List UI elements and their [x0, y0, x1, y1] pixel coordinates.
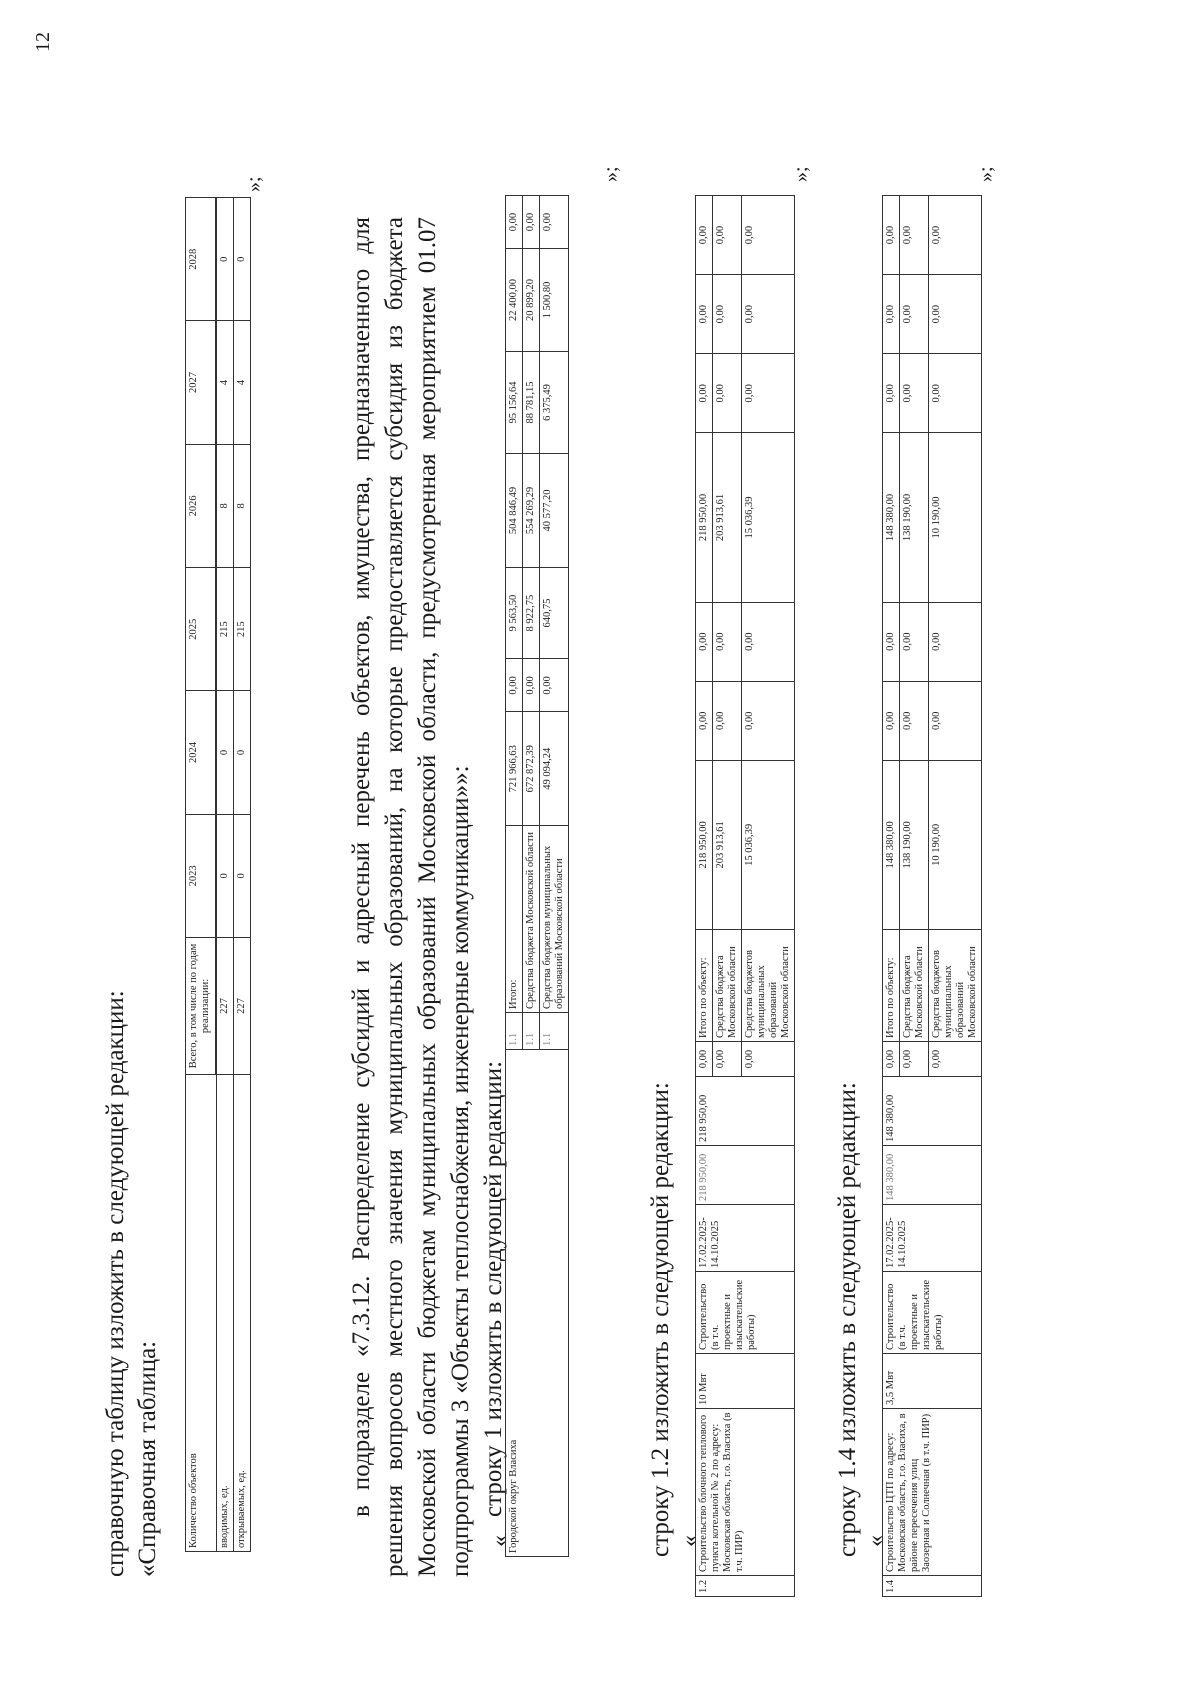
value-cell: 9 563,50 [506, 567, 523, 659]
value-cell: 554 269,29 [523, 454, 540, 568]
value-cell: 148 380,00 [883, 433, 900, 602]
row-number: 1.4 [883, 1576, 982, 1597]
value-cell: 0,00 [523, 196, 540, 249]
table-row-1 [505, 195, 569, 1557]
row12-close: »; [790, 166, 812, 182]
ref-cell: 215 [234, 568, 251, 691]
value-cell: 0,00 [883, 196, 900, 275]
paid-cell: 0,00 [883, 1042, 900, 1077]
paragraph-text: в подразделе «7.3.12. Распределение субсидий и адресный перечень объектов, имущества, предназначенного для решения вопросов местного значения муниципальных образований, на которые предоставляется субсидия из бюджета Московской области бюджетам муниципальных образований Московской области, предусмотренная мероприятием 01.07 подпрограммы 3 «Объекты теплоснабжения, инженерные коммуникации»»: [348, 217, 474, 1577]
value-cell: 0,00 [713, 602, 742, 681]
table-row [506, 196, 523, 1557]
sub-row-name: Итого по объекту: [883, 930, 900, 1042]
value-cell: 22 400,00 [506, 249, 523, 352]
open-quote: « [863, 1535, 889, 1547]
value-cell: 138 190,00 [900, 433, 929, 602]
table1-close: »; [600, 166, 622, 182]
ref-table-close: »; [243, 176, 265, 192]
value-cell: 10 190,00 [929, 760, 982, 929]
row14-close: »; [975, 166, 997, 182]
value-cell: 0,00 [696, 681, 713, 760]
value-cell: 0,00 [506, 659, 523, 712]
section-paragraph [345, 217, 510, 1577]
cost-cell: 148 380,00 [883, 1146, 982, 1205]
work-type: Строительство (в т.ч. проектные и изыскательские работы) [696, 1272, 795, 1354]
value-cell: 0,00 [929, 602, 982, 681]
ref-year-header: 2028 [186, 198, 216, 321]
value-cell: 0,00 [929, 275, 982, 354]
value-cell: 0,00 [696, 196, 713, 275]
value-cell: 0,00 [506, 196, 523, 249]
value-cell: 1 500,80 [540, 249, 569, 352]
cost-cell: 218 950,00 [696, 1077, 795, 1146]
value-cell: 0,00 [713, 196, 742, 275]
object-name: Строительство ЦТП по адресу: Московская область, г.о. Власиха, в районе пересечения улиц Заозерная и Солнечная (в т.ч. ПИР) [883, 1409, 982, 1576]
value-cell: 203 913,61 [713, 433, 742, 602]
ref-caption: Количество объектов [186, 1075, 217, 1552]
object-name: Строительство блочного теплового пункта котельной № 2 по адресу: Московская область, г.о. Власиха (в т.ч. ПИР) [696, 1409, 795, 1576]
table-row-1-2 [695, 195, 795, 1597]
ref-cell: 0 [234, 198, 251, 321]
value-cell: 49 094,24 [540, 712, 569, 826]
value-cell: 0,00 [929, 681, 982, 760]
sub-row-name: Средства бюджета Московской области [900, 930, 929, 1042]
sub-row-name: Итого по объекту: [696, 930, 713, 1042]
value-cell: 504 846,49 [506, 454, 523, 568]
value-cell: 0,00 [883, 354, 900, 433]
value-cell: 6 375,49 [540, 351, 569, 454]
ref-year-header: 2026 [186, 444, 216, 567]
row-code: 1.1 [506, 1013, 523, 1050]
row-name: Итого: [506, 826, 523, 1013]
paid-cell: 0,00 [696, 1042, 713, 1077]
object-power: 10 Мвт [696, 1354, 795, 1409]
intro-line-2: «Справочная таблица: [134, 1340, 161, 1577]
ref-cell: 227 [217, 938, 234, 1075]
work-dates: 17.02.2025-14.10.2025 [696, 1205, 795, 1272]
open-quote: « [487, 1535, 513, 1547]
value-cell: 721 966,63 [506, 712, 523, 826]
row-code: 1.1 [540, 1013, 569, 1050]
ref-cell: 8 [234, 444, 251, 567]
row-name: Средства бюджета Московской области [523, 826, 540, 1013]
value-cell: 0,00 [883, 681, 900, 760]
cost-cell: 218 950,00 [696, 1146, 795, 1205]
row-14-instruction: строку 1.4 изложить в следующей редакции: [834, 1082, 861, 1557]
ref-cell: 0 [217, 691, 234, 814]
value-cell: 0,00 [929, 354, 982, 433]
ref-cell: 4 [234, 321, 251, 444]
open-quote: « [677, 1535, 703, 1547]
value-cell: 95 156,64 [506, 351, 523, 454]
value-cell: 0,00 [523, 659, 540, 712]
value-cell: 0,00 [540, 659, 569, 712]
value-cell: 15 036,39 [742, 433, 795, 602]
ref-cell: 0 [234, 814, 251, 937]
value-cell: 0,00 [929, 196, 982, 275]
value-cell: 0,00 [696, 602, 713, 681]
cost-cell: 148 380,00 [883, 1077, 982, 1146]
value-cell: 15 036,39 [742, 760, 795, 929]
ref-row-label: вводимых, ед. [217, 1075, 234, 1552]
value-cell: 0,00 [742, 354, 795, 433]
paragraph-line-2: строку 1 изложить в следующей редакции: [480, 1060, 507, 1517]
paid-cell: 0,00 [929, 1042, 982, 1077]
value-cell: 218 950,00 [696, 760, 713, 929]
value-cell: 218 950,00 [696, 433, 713, 602]
paid-cell: 0,00 [742, 1042, 795, 1077]
sub-row-name: Средства бюджета Московской области [713, 930, 742, 1042]
table-row [217, 198, 234, 1552]
value-cell: 138 190,00 [900, 760, 929, 929]
paid-cell: 0,00 [713, 1042, 742, 1077]
row-12-instruction: строку 1.2 изложить в следующей редакции: [647, 1082, 674, 1557]
value-cell: 0,00 [900, 275, 929, 354]
work-type: Строительство (в т.ч. проектные и изыскательские работы) [883, 1272, 982, 1354]
table-row-1-4 [882, 195, 982, 1597]
ref-year-header: 2024 [186, 691, 216, 814]
value-cell: 0,00 [883, 602, 900, 681]
value-cell: 203 913,61 [713, 760, 742, 929]
value-cell: 0,00 [742, 602, 795, 681]
value-cell: 0,00 [742, 681, 795, 760]
value-cell: 0,00 [696, 275, 713, 354]
value-cell: 148 380,00 [883, 760, 900, 929]
value-cell: 8 922,75 [523, 567, 540, 659]
page-number: 12 [32, 32, 54, 52]
object-power: 3,5 Мвт [883, 1354, 982, 1409]
sub-row-name: Средства бюджетов муниципальных образований Московской области [929, 930, 982, 1042]
paid-cell: 0,00 [900, 1042, 929, 1077]
table-row [696, 196, 713, 1597]
ref-year-header: 2023 [186, 814, 216, 937]
value-cell: 0,00 [713, 354, 742, 433]
table-row [883, 196, 900, 1597]
value-cell: 0,00 [742, 196, 795, 275]
ref-row-label: открываемых, ед. [234, 1075, 251, 1552]
ref-cell: 4 [217, 321, 234, 444]
district-label: Городской округ Власиха [506, 1050, 569, 1557]
value-cell: 672 872,39 [523, 712, 540, 826]
value-cell: 0,00 [742, 275, 795, 354]
ref-cell: 0 [217, 814, 234, 937]
value-cell: 0,00 [900, 681, 929, 760]
row-name: Средства бюджетов муниципальных образований Московской области [540, 826, 569, 1013]
ref-cell: 8 [217, 444, 234, 567]
sub-row-name: Средства бюджетов муниципальных образований Московской области [742, 930, 795, 1042]
ref-year-header: 2025 [186, 568, 216, 691]
value-cell: 0,00 [900, 602, 929, 681]
ref-cell: 0 [234, 691, 251, 814]
reference-table [185, 197, 251, 1552]
value-cell: 10 190,00 [929, 433, 982, 602]
value-cell: 0,00 [883, 275, 900, 354]
value-cell: 20 899,20 [523, 249, 540, 352]
work-dates: 17.02.2025-14.10.2025 [883, 1205, 982, 1272]
ref-cell: 0 [217, 198, 234, 321]
value-cell: 0,00 [900, 354, 929, 433]
value-cell: 0,00 [713, 275, 742, 354]
ref-total-header: Всего, в том числе по годам реализации: [186, 938, 216, 1075]
value-cell: 88 781,15 [523, 351, 540, 454]
value-cell: 40 577,20 [540, 454, 569, 568]
row-number: 1.2 [696, 1576, 795, 1597]
table-row [234, 198, 251, 1552]
intro-line-1: справочную таблицу изложить в следующей редакции: [102, 990, 129, 1577]
row-code: 1.1 [523, 1013, 540, 1050]
value-cell: 640,75 [540, 567, 569, 659]
value-cell: 0,00 [713, 681, 742, 760]
value-cell: 0,00 [900, 196, 929, 275]
ref-cell: 215 [217, 568, 234, 691]
ref-year-header: 2027 [186, 321, 216, 444]
value-cell: 0,00 [696, 354, 713, 433]
value-cell: 0,00 [540, 196, 569, 249]
ref-cell: 227 [234, 938, 251, 1075]
